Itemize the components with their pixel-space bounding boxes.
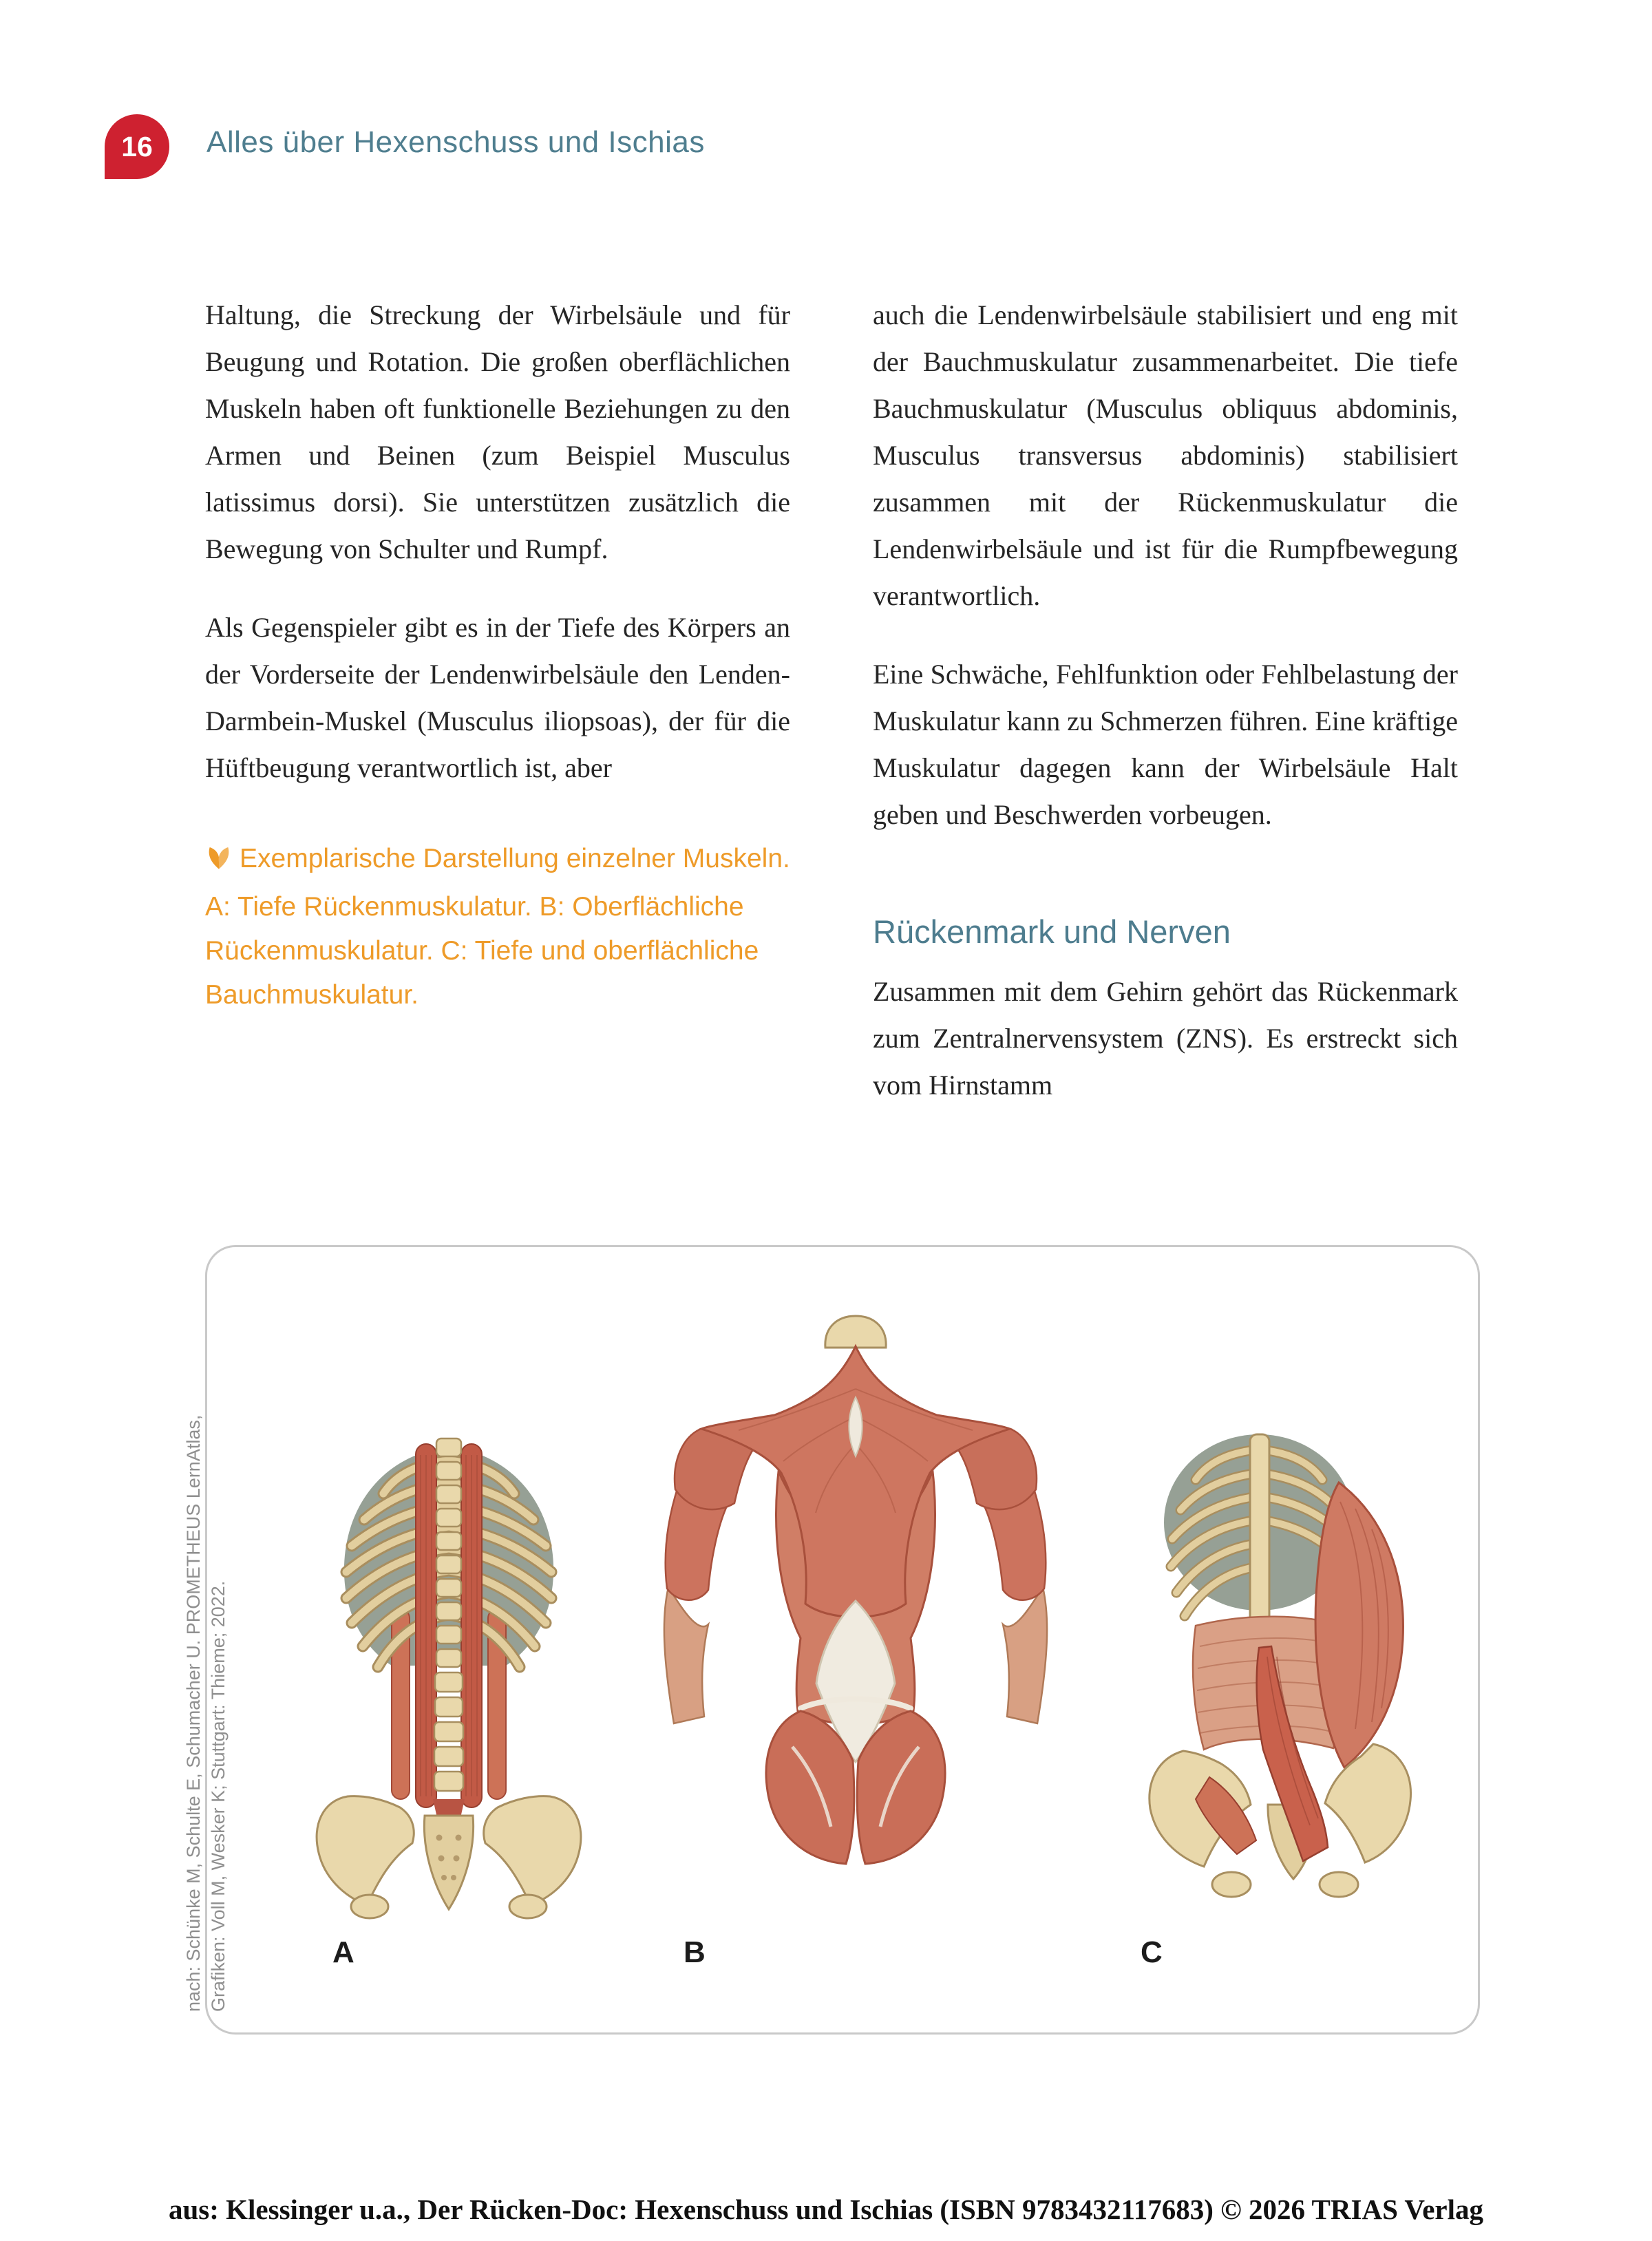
anatomy-figure: [183, 1245, 1480, 2035]
paragraph: Zusammen mit dem Gehirn gehört das Rückenmark zum Zentralnervensystem (ZNS). Es erstreckt sich vom Hirnstamm: [873, 976, 1458, 1101]
paragraph: auch die Lendenwirbelsäule stabilisiert und eng mit der Bauchmuskulatur zusammenarbeitet. Die tiefe Bauchmuskulatur (Musculus obliquus abdominis, Musculus transversus abdominis) stabilisiert zusammen mit der Rückenmuskulatur die Lendenwirbelsäule und ist für die Rumpfbewegung verantwortlich.: [873, 299, 1458, 611]
figure-credit-line2: Grafiken: Voll M, Wesker K; Stuttgart: Thieme; 2022.: [208, 1580, 229, 2012]
paragraph: Eine Schwäche, Fehlfunktion oder Fehlbelastung der Muskulatur kann zu Schmerzen führen. Eine kräftige Muskulatur dagegen kann der Wirbelsäule Halt geben und Beschwerden vorbeugen.: [873, 659, 1458, 830]
running-header: Alles über Hexenschuss und Ischias: [206, 125, 705, 159]
illustration-b-superficial-back-muscles: [635, 1306, 1076, 1934]
text-column-left: [205, 292, 790, 1017]
figure-credit-line1: nach: Schünke M, Schulte E, Schumacher U. PROMETHEUS LernAtlas,: [183, 1414, 204, 2012]
page-footer: aus: Klessinger u.a., Der Rücken-Doc: Hexenschuss und Ischias (ISBN 9783432117683) © 2026 TRIAS Verlag: [168, 2194, 1484, 2225]
figure-caption: [205, 837, 790, 1017]
page-number-badge: [105, 114, 169, 179]
figure-label-a: A: [332, 1935, 354, 1969]
section-heading: Rückenmark und Nerven: [873, 913, 1231, 950]
text-column-right: [873, 292, 1458, 1140]
illustration-c-abdominal-muscles: [1099, 1419, 1457, 1905]
paragraph: Als Gegenspieler gibt es in der Tiefe des Körpers an der Vorderseite der Lendenwirbelsäule den Lenden-Darmbein-Muskel (Musculus iliopsoas), der für die Hüftbeugung verantwortlich ist, aber: [205, 612, 790, 783]
caption-marker-icon: [205, 841, 233, 885]
figure-caption-text: Exemplarische Darstellung einzelner Muskeln. A: Tiefe Rückenmuskulatur. B: Oberflächliche Rückenmuskulatur. C: Tiefe und oberflächliche Bauchmuskulatur.: [205, 844, 790, 1010]
illustration-a-deep-back-muscles: [280, 1419, 624, 1922]
figure-label-c: C: [1141, 1935, 1163, 1969]
figure-credit: [181, 1415, 231, 2012]
figure-label-b: B: [684, 1935, 706, 1969]
page-number: 16: [121, 130, 153, 162]
paragraph: Haltung, die Streckung der Wirbelsäule und für Beugung und Rotation. Die großen oberflächlichen Muskeln haben oft funktionelle Beziehungen zu den Armen und Beinen (zum Beispiel Musculus latissimus dorsi). Sie unterstützen zusätzlich die Bewegung von Schulter und Rumpf.: [205, 299, 790, 564]
